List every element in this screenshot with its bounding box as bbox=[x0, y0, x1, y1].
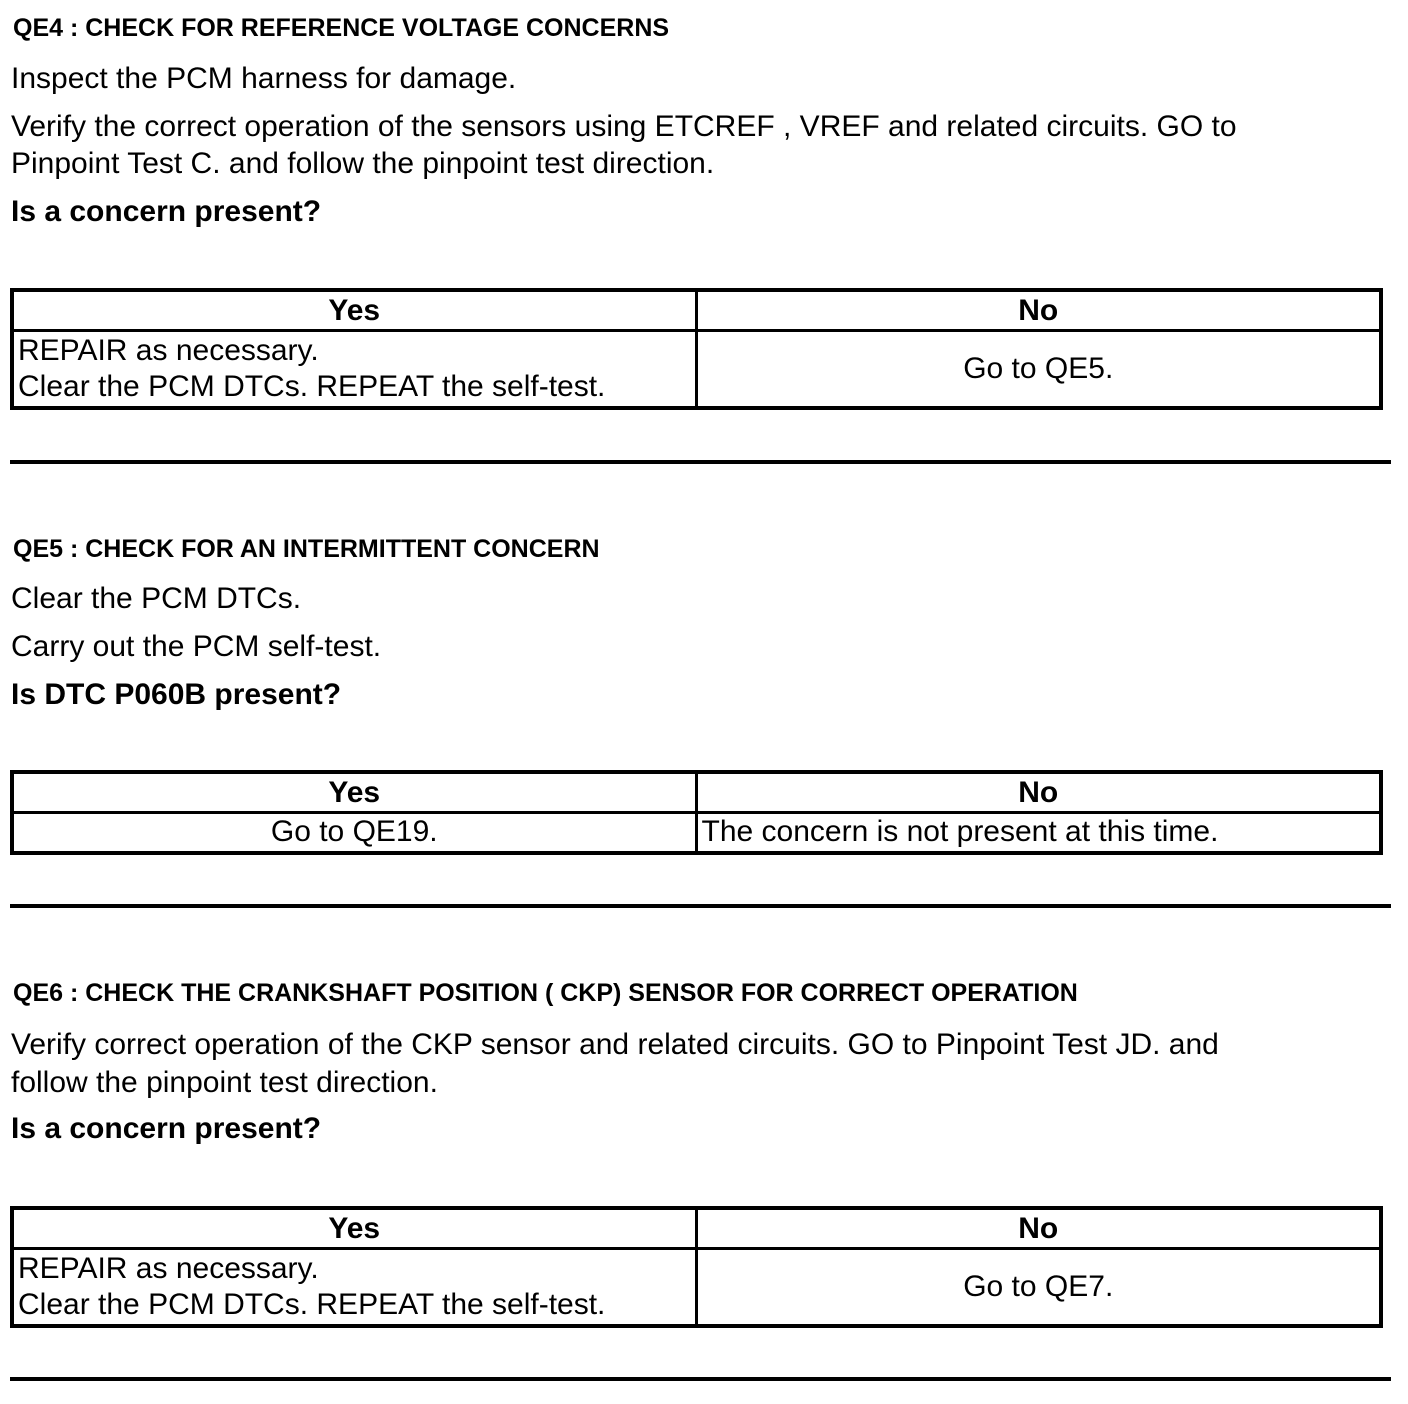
no-header: No bbox=[696, 772, 1381, 813]
step-qe5-instruction-2: Carry out the PCM self-test. bbox=[11, 630, 382, 663]
step-qe6-instruction-2: follow the pinpoint test direction. bbox=[11, 1066, 438, 1099]
yes-header: Yes bbox=[12, 290, 696, 331]
yes-result-cell: Go to QE19. bbox=[12, 813, 696, 853]
table-row bbox=[12, 813, 1381, 853]
yes-result-cell bbox=[12, 1249, 696, 1326]
table-header-row bbox=[12, 772, 1381, 813]
step-title-qe5: QE5 : CHECK FOR AN INTERMITTENT CONCERN bbox=[13, 535, 600, 563]
step-qe5-question: Is DTC P060B present? bbox=[11, 678, 342, 711]
yes-result-line-2: Clear the PCM DTCs. REPEAT the self-test. bbox=[18, 369, 606, 403]
yes-header: Yes bbox=[12, 772, 696, 813]
step-qe4-instruction-2: Verify the correct operation of the sensors using ETCREF , VREF and related circuits. GO to bbox=[11, 110, 1237, 143]
step-qe6-result-table bbox=[10, 1206, 1383, 1328]
step-qe5-instruction-1: Clear the PCM DTCs. bbox=[11, 582, 302, 615]
step-qe6-question: Is a concern present? bbox=[11, 1112, 322, 1145]
yes-result-cell bbox=[12, 331, 696, 408]
table-row bbox=[12, 331, 1381, 408]
table-header-row bbox=[12, 290, 1381, 331]
no-header: No bbox=[696, 290, 1381, 331]
step-title-qe4: QE4 : CHECK FOR REFERENCE VOLTAGE CONCERNS bbox=[13, 14, 670, 42]
no-result-cell: The concern is not present at this time. bbox=[696, 813, 1381, 853]
step-qe4-instruction-3: Pinpoint Test C. and follow the pinpoint test direction. bbox=[11, 147, 715, 180]
step-qe5-result-table bbox=[10, 770, 1383, 855]
step-qe6-instruction-1: Verify correct operation of the CKP sensor and related circuits. GO to Pinpoint Test JD. and bbox=[11, 1028, 1219, 1061]
section-divider bbox=[10, 1377, 1391, 1381]
step-qe4-question: Is a concern present? bbox=[11, 195, 322, 228]
no-header: No bbox=[696, 1208, 1381, 1249]
section-divider bbox=[10, 460, 1391, 464]
table-row bbox=[12, 1249, 1381, 1326]
step-title-qe6: QE6 : CHECK THE CRANKSHAFT POSITION ( CKP) SENSOR FOR CORRECT OPERATION bbox=[13, 979, 1078, 1007]
table-header-row bbox=[12, 1208, 1381, 1249]
step-qe4-result-table bbox=[10, 288, 1383, 410]
step-qe4-instruction-1: Inspect the PCM harness for damage. bbox=[11, 62, 517, 95]
no-result-cell: Go to QE5. bbox=[696, 331, 1381, 408]
yes-header: Yes bbox=[12, 1208, 696, 1249]
no-result-cell: Go to QE7. bbox=[696, 1249, 1381, 1326]
section-divider bbox=[10, 904, 1391, 908]
yes-result-line-2: Clear the PCM DTCs. REPEAT the self-test. bbox=[18, 1287, 606, 1321]
yes-result-line-1: REPAIR as necessary. bbox=[18, 1251, 319, 1285]
yes-result-line-1: REPAIR as necessary. bbox=[18, 333, 319, 367]
